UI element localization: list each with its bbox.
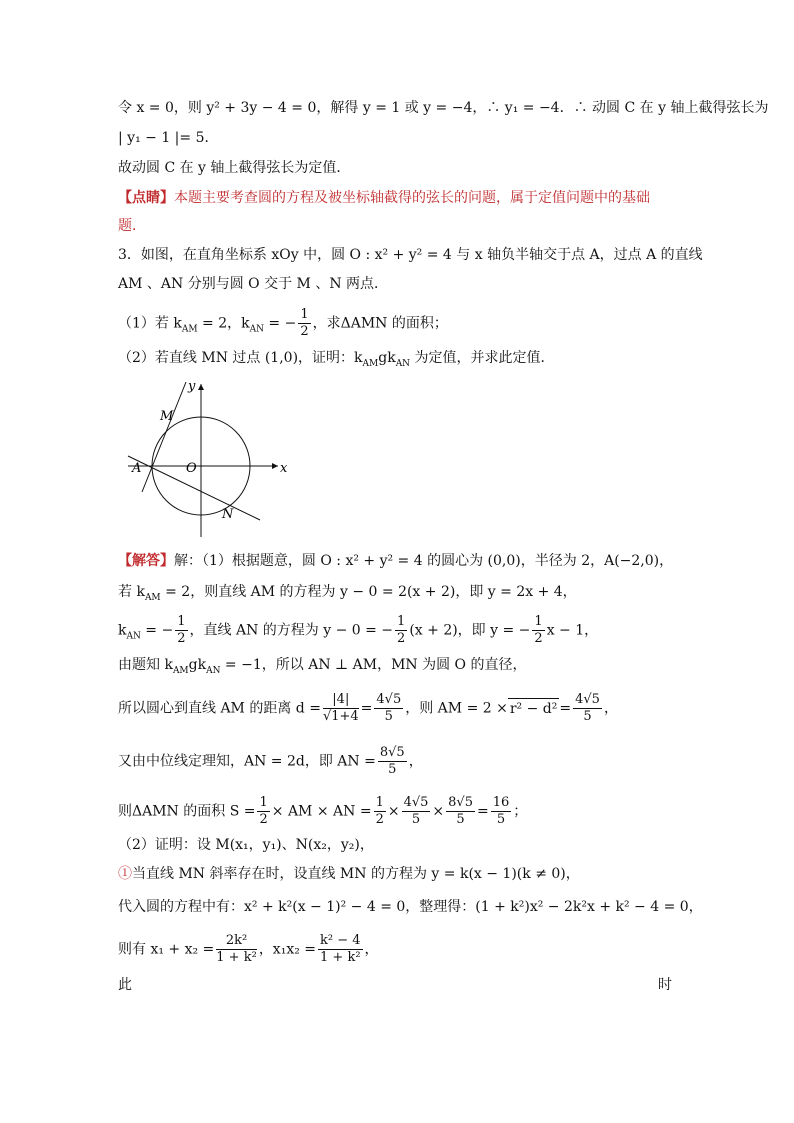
frac-den: 2: [375, 812, 384, 827]
ans9-text: 当直线 MN 斜率存在时，设直线 MN 的方程为 y = k(x − 1)(k ≠ 0)，: [132, 866, 580, 882]
frac-den: 2: [259, 812, 268, 827]
frac-num: 4√5: [376, 692, 402, 707]
frac-den: 2: [177, 631, 186, 646]
ans3-e: x − 1，: [546, 622, 599, 639]
ans5-a: 所以圆心到直线 AM 的距离 d =: [118, 700, 321, 717]
fraction-4r5: [573, 692, 602, 725]
remark-tag: 【点睛】: [118, 190, 174, 206]
part2-c: 为定值，并求此定值．: [410, 350, 555, 366]
frac-den: 5: [388, 762, 397, 777]
text-line-2: [118, 128, 218, 148]
label-o: O: [186, 461, 197, 476]
frac-den: 5: [456, 812, 465, 827]
label-n: N: [222, 507, 234, 522]
ans11-c: ，: [364, 941, 379, 958]
frac-num: 8√5: [379, 745, 405, 760]
equals: =: [559, 700, 572, 717]
circled-one: ①: [118, 866, 132, 882]
ans7-b: × AM × AN =: [271, 803, 372, 820]
part1-a: （1）若 k: [118, 315, 182, 332]
problem-line-1: [118, 245, 703, 265]
ans4-b: gk: [188, 657, 207, 673]
remark-text: 本题主要考查圆的方程及被坐标轴截得的弦长的问题，属于定值问题中的基础: [174, 190, 650, 206]
label-x: x: [280, 461, 288, 476]
times: ×: [432, 803, 445, 820]
equals: =: [476, 803, 489, 820]
frac-den: √1+4: [322, 709, 359, 724]
frac-num: |4|: [323, 692, 359, 709]
fraction-half: [395, 614, 407, 647]
fraction-4r5: [402, 795, 431, 828]
fraction-half: [175, 614, 187, 647]
fraction-half: [532, 614, 544, 647]
fraction-product: [318, 933, 363, 966]
line-3-text: 故动圆 C 在 y 轴上截得弦长为定值．: [118, 160, 351, 176]
answer-line-10: [118, 897, 703, 917]
frac-num: 1: [300, 307, 309, 322]
frac-den: 1 + k²: [320, 950, 361, 965]
remark-line: [118, 188, 650, 208]
frac-den: 1 + k²: [216, 950, 257, 965]
equals: =: [360, 700, 373, 717]
part1-d: ，求ΔAMN 的面积；: [312, 315, 448, 332]
frac-den: 2: [534, 631, 543, 646]
answer-line-4: [118, 655, 527, 681]
last-left: 此: [118, 977, 132, 993]
fraction-4r5: [374, 692, 403, 725]
frac-num: 4√5: [575, 692, 600, 707]
sub-an: AN: [249, 324, 264, 335]
answer-line-6: [118, 745, 423, 778]
answer-text-1: 解：（1）根据题意，圆 O : x² + y² = 4 的圆心为 (0,0)，半径为 2，A(−2,0)，: [174, 553, 674, 569]
frac-num: 2k²: [216, 933, 257, 950]
frac-den: 2: [300, 324, 309, 339]
fraction-16-5: [491, 795, 512, 828]
answer-line-9: [118, 864, 580, 884]
fraction-half: [298, 307, 310, 340]
fraction-distance: [323, 692, 359, 725]
ans4-a: 由题知 k: [118, 657, 173, 673]
remark-line-2: [118, 216, 146, 236]
ans8-text: （2）证明：设 M(x₁，y₁)、N(x₂，y₂)，: [118, 837, 374, 853]
sub-am: AM: [181, 324, 198, 335]
answer-line-12-left: [118, 975, 132, 995]
answer-line-3: [118, 614, 598, 647]
answer-line-1: [118, 551, 673, 571]
ans7-a: 则ΔAMN 的面积 S =: [118, 803, 256, 820]
ans5-d: ，: [603, 700, 618, 717]
text-line-1: [118, 98, 768, 118]
sub-an: AN: [395, 358, 411, 369]
ans3-a: k: [118, 622, 127, 639]
problem-part-1: [118, 307, 448, 340]
fraction-half: [257, 795, 269, 828]
part1-c: = −: [263, 315, 297, 332]
fraction-8r5: [446, 795, 475, 828]
frac-den: 5: [583, 709, 592, 724]
answer-line-7: [118, 795, 527, 828]
ans2-a: 若 k: [118, 584, 145, 600]
frac-den: 5: [411, 812, 421, 827]
frac-num: 1: [177, 614, 186, 629]
ans6-a: 又由中位线定理知，AN = 2d，即 AN =: [118, 753, 376, 770]
frac-den: 5: [384, 709, 393, 724]
ans3-c: ，直线 AN 的方程为 y − 0 = −: [189, 622, 394, 639]
frac-num: 8√5: [448, 795, 473, 810]
sub-an: AN: [126, 631, 141, 642]
ans4-c: = −1，所以 AN ⊥ AM，MN 为圆 O 的直径，: [220, 657, 527, 673]
ans10-text: 代入圆的方程中有：x² + k²(x − 1)² − 4 = 0，整理得：(1 + k²)x² − 2k²x + k² − 4 = 0，: [118, 899, 703, 915]
part2-a: （2）若直线 MN 过点 (1,0)，证明：k: [118, 350, 363, 366]
times: ×: [387, 803, 400, 820]
ans3-d: (x + 2)，即 y = −: [409, 622, 531, 639]
remark-text-2: 题．: [118, 218, 146, 234]
answer-line-2: [118, 582, 577, 608]
sub-an: AN: [206, 665, 221, 676]
ans6-b: ，: [408, 753, 423, 770]
problem-text-1: 3．如图，在直角坐标系 xOy 中，圆 O : x² + y² = 4 与 x 轴负半轴交于点 A，过点 A 的直线: [118, 247, 703, 263]
frac-num: 16: [492, 795, 510, 810]
label-m: M: [160, 409, 174, 424]
answer-line-12-right: [658, 975, 672, 995]
line-1-text: 令 x = 0，则 y² + 3y − 4 = 0，解得 y = 1 或 y = −4，∴ y₁ = −4．∴ 动圆 C 在 y 轴上截得弦长为: [118, 100, 769, 116]
ans5-b: ，则 AM = 2 ×: [405, 700, 508, 717]
ans2-b: = 2，则直线 AM 的方程为 y − 0 = 2(x + 2)，即 y = 2x + 4，: [160, 584, 577, 600]
sub-am: AM: [144, 592, 161, 603]
label-a: A: [132, 461, 142, 476]
sub-am: AM: [362, 358, 379, 369]
ans11-a: 则有 x₁ + x₂ =: [118, 941, 215, 958]
fraction-sum: [216, 933, 257, 966]
frac-num: 1: [375, 795, 384, 810]
line-2-text: | y₁ − 1 |= 5．: [118, 130, 219, 146]
sqrt-expr: r² − d²: [508, 698, 560, 719]
last-right: 时: [658, 977, 672, 993]
fraction-8r5: [378, 745, 407, 778]
answer-tag: 【解答】: [118, 553, 174, 569]
sub-am: AM: [172, 665, 189, 676]
answer-line-11: [118, 933, 379, 966]
label-y: y: [188, 379, 196, 394]
fraction-half: [374, 795, 386, 828]
frac-num: 1: [259, 795, 268, 810]
ans3-b: = −: [140, 622, 174, 639]
part1-b: = 2，k: [197, 315, 250, 332]
ans11-b: ，x₁x₂ =: [258, 941, 317, 958]
problem-text-2: AM 、AN 分别与圆 O 交于 M 、N 两点．: [118, 276, 389, 292]
frac-num: k² − 4: [320, 933, 361, 948]
frac-den: 2: [397, 631, 406, 646]
frac-den: 5: [496, 812, 506, 827]
ans7-c: ；: [513, 803, 528, 820]
text-line-3: [118, 158, 350, 178]
frac-num: 1: [397, 614, 406, 629]
frac-num: 4√5: [403, 795, 429, 810]
answer-line-8: [118, 835, 374, 855]
line-am: [142, 382, 186, 492]
answer-line-5: [118, 692, 618, 725]
problem-part-2: [118, 348, 555, 374]
problem-line-2: [118, 274, 388, 294]
circle-diagram: [118, 372, 318, 542]
frac-num: 1: [534, 614, 543, 629]
part2-b: gk: [378, 350, 396, 366]
